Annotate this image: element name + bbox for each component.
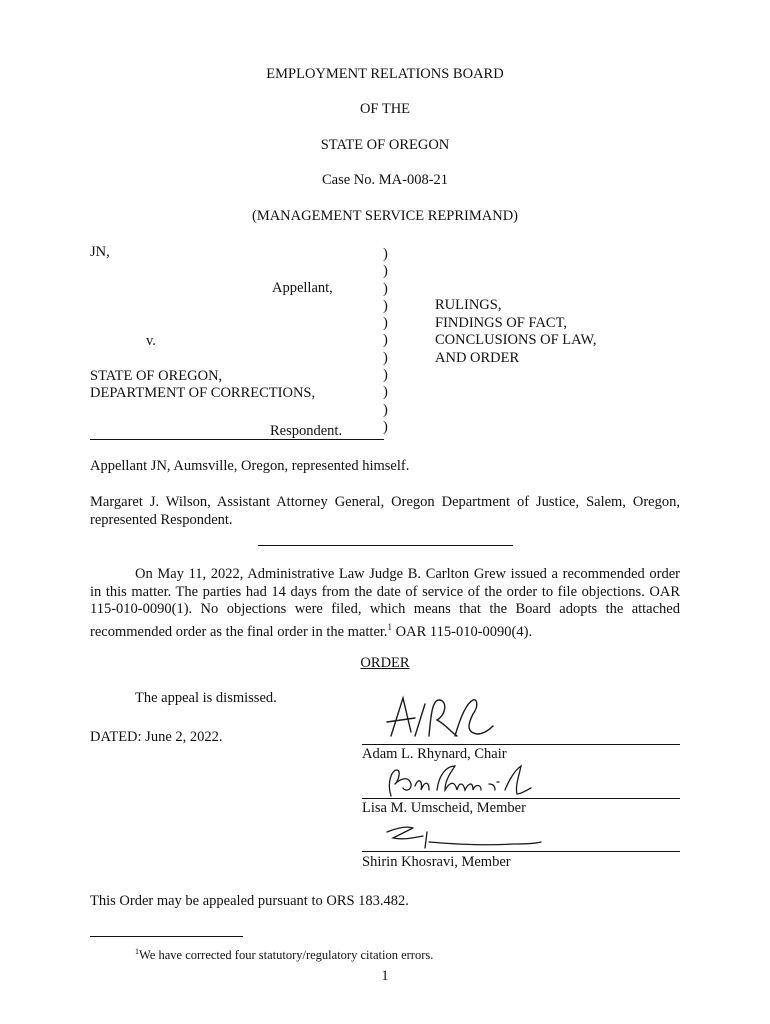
page-number: 1 — [381, 968, 389, 984]
paren: ) — [383, 401, 388, 418]
case-number: Case No. MA-008-21 — [321, 172, 449, 188]
appeal-notice: This Order may be appealed pursuant to ORS 183.482. — [90, 893, 409, 909]
footnote-reference: 1 — [387, 621, 393, 632]
case-type: (MANAGEMENT SERVICE REPRIMAND) — [251, 208, 519, 224]
respondent-line-2: DEPARTMENT OF CORRECTIONS, — [90, 385, 316, 401]
appellant-name: JN, — [90, 244, 110, 260]
respondent-role: Respondent. — [270, 423, 343, 439]
paren: ) — [383, 367, 388, 384]
separator-line — [258, 545, 513, 546]
title-line: AND ORDER — [435, 349, 520, 366]
board-state: STATE OF OREGON — [320, 137, 450, 153]
paren: ) — [383, 332, 388, 349]
paren: ) — [383, 349, 388, 366]
board-name: EMPLOYMENT RELATIONS BOARD — [266, 66, 504, 82]
footnote-separator — [90, 936, 243, 937]
signature-2-image — [385, 760, 535, 800]
caption-parens — [383, 246, 388, 436]
paren: ) — [383, 384, 388, 401]
footnote-marker: 1 — [135, 947, 139, 956]
footnote — [135, 947, 433, 963]
appellant-representation: Appellant JN, Aumsville, Oregon, represented himself. — [90, 458, 410, 474]
title-line: FINDINGS OF FACT, — [435, 314, 567, 331]
document-title — [435, 297, 596, 367]
respondent-representation: Margaret J. Wilson, Assistant Attorney General, Oregon Department of Justice, Salem, Oregon, represented Respondent. — [90, 494, 680, 528]
order-heading: ORDER — [360, 655, 410, 671]
versus: v. — [146, 333, 156, 349]
signature-1-name: Adam L. Rhynard, Chair — [362, 746, 507, 762]
paren: ) — [383, 263, 388, 280]
signature-3-name: Shirin Khosravi, Member — [362, 854, 511, 870]
paren: ) — [383, 418, 388, 435]
title-line: CONCLUSIONS OF LAW, — [435, 332, 597, 348]
signature-1-image — [385, 692, 495, 744]
paren: ) — [383, 280, 388, 297]
dated-line: DATED: June 2, 2022. — [90, 729, 223, 745]
signature-3-line — [362, 851, 680, 852]
footnote-text: We have corrected four statutory/regulatory citation errors. — [139, 948, 434, 963]
paragraph-citation: OAR 115-010-0090(4). — [392, 623, 533, 640]
paren: ) — [383, 246, 388, 262]
caption-underline — [90, 439, 384, 440]
signature-1-line — [362, 744, 680, 745]
paren: ) — [383, 315, 388, 332]
main-paragraph — [90, 566, 680, 641]
respondent-line-1: STATE OF OREGON, — [90, 368, 223, 384]
order-text: The appeal is dismissed. — [135, 690, 277, 706]
appellant-role: Appellant, — [272, 280, 333, 296]
paren: ) — [383, 297, 388, 314]
paragraph-text: On May 11, 2022, Administrative Law Judge B. Carlton Grew issued a recommended order in this matter. The parties had 14 days from the date of service of the order to file objections. OAR 115-010-0090(1). No objections were filed, which means that the Board adopts the attached recommended order as the final order in the matter. — [90, 566, 680, 640]
signature-2-name: Lisa M. Umscheid, Member — [362, 800, 526, 816]
signature-3-image — [383, 822, 543, 852]
board-of-the: OF THE — [359, 101, 411, 117]
signature-2-line — [362, 798, 680, 799]
title-line: RULINGS, — [435, 297, 502, 313]
